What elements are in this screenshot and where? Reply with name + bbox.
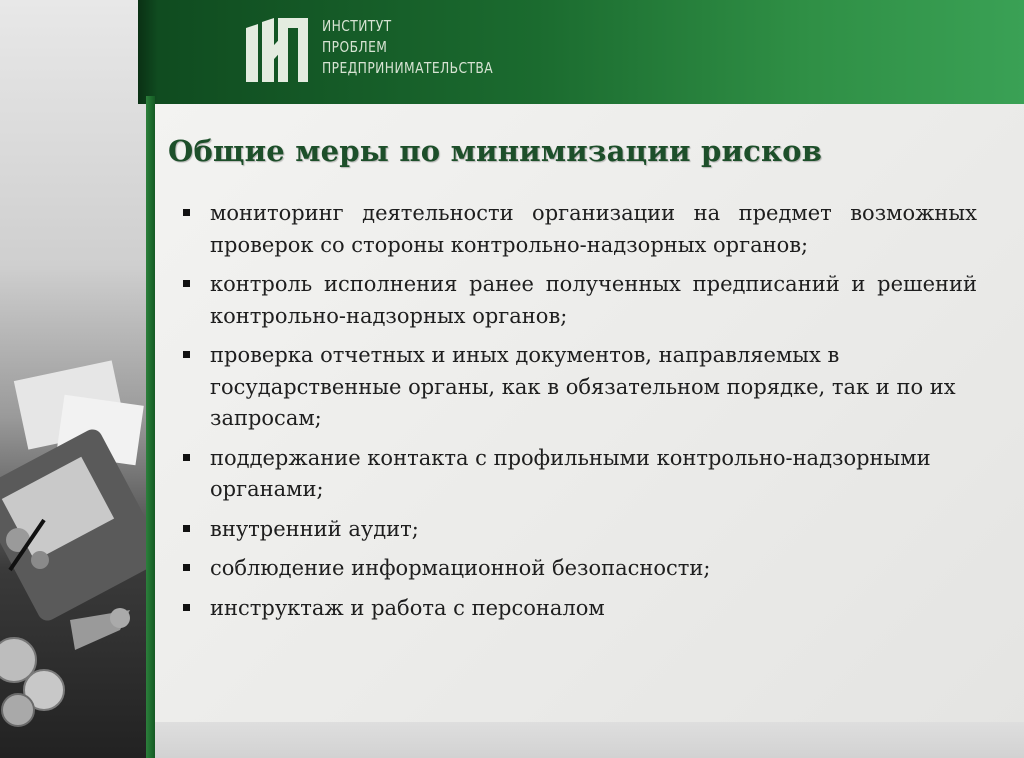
bullet-square-icon xyxy=(183,280,190,287)
bullet-item xyxy=(181,553,977,585)
bullet-square-icon xyxy=(183,604,190,611)
logo-line-2: ПРОБЛЕМ xyxy=(322,38,388,56)
logo-text xyxy=(322,16,493,79)
bullet-square-icon xyxy=(183,525,190,532)
slide-title: Общие меры по минимизации рисков xyxy=(168,134,823,168)
bullet-text: соблюдение информационной безопасности; xyxy=(210,556,711,580)
logo-line-1: ИНСТИТУТ xyxy=(322,17,392,35)
office-objects-photo xyxy=(0,360,146,758)
vertical-green-strip xyxy=(146,96,155,758)
bullet-text: проверка отчетных и иных документов, направляемых в государственные органы, как в обязательном порядке, так и по их запросам; xyxy=(210,343,956,430)
bullet-square-icon xyxy=(183,564,190,571)
bullet-square-icon xyxy=(183,209,190,216)
bullet-text: внутренний аудит; xyxy=(210,516,419,541)
bullet-square-icon xyxy=(183,351,190,358)
bullet-item xyxy=(181,514,977,546)
bullet-square-icon xyxy=(183,454,190,461)
bullet-item xyxy=(181,593,977,625)
bottom-band xyxy=(155,722,1024,758)
bullet-item xyxy=(181,340,977,435)
header-shadow xyxy=(138,0,158,104)
bullet-text: поддержание контакта с профильными контрольно-надзорными органами; xyxy=(210,445,931,501)
left-decorative-panel xyxy=(0,0,146,758)
bullet-text: мониторинг деятельности организации на предмет возможных проверок со стороны контрольно-надзорных органов; xyxy=(210,201,977,257)
bullet-text: контроль исполнения ранее полученных предписаний и решений контрольно-надзорных органов; xyxy=(210,272,977,328)
logo-line-3: ПРЕДПРИНИМАТЕЛЬСТВА xyxy=(322,59,494,77)
bullet-item xyxy=(181,443,977,506)
bullet-item xyxy=(181,269,977,332)
bullet-item xyxy=(181,198,977,261)
ipp-logo-icon xyxy=(246,18,308,82)
bullet-list xyxy=(181,198,977,632)
bullet-text: инструктаж и работа с персоналом xyxy=(210,595,605,620)
